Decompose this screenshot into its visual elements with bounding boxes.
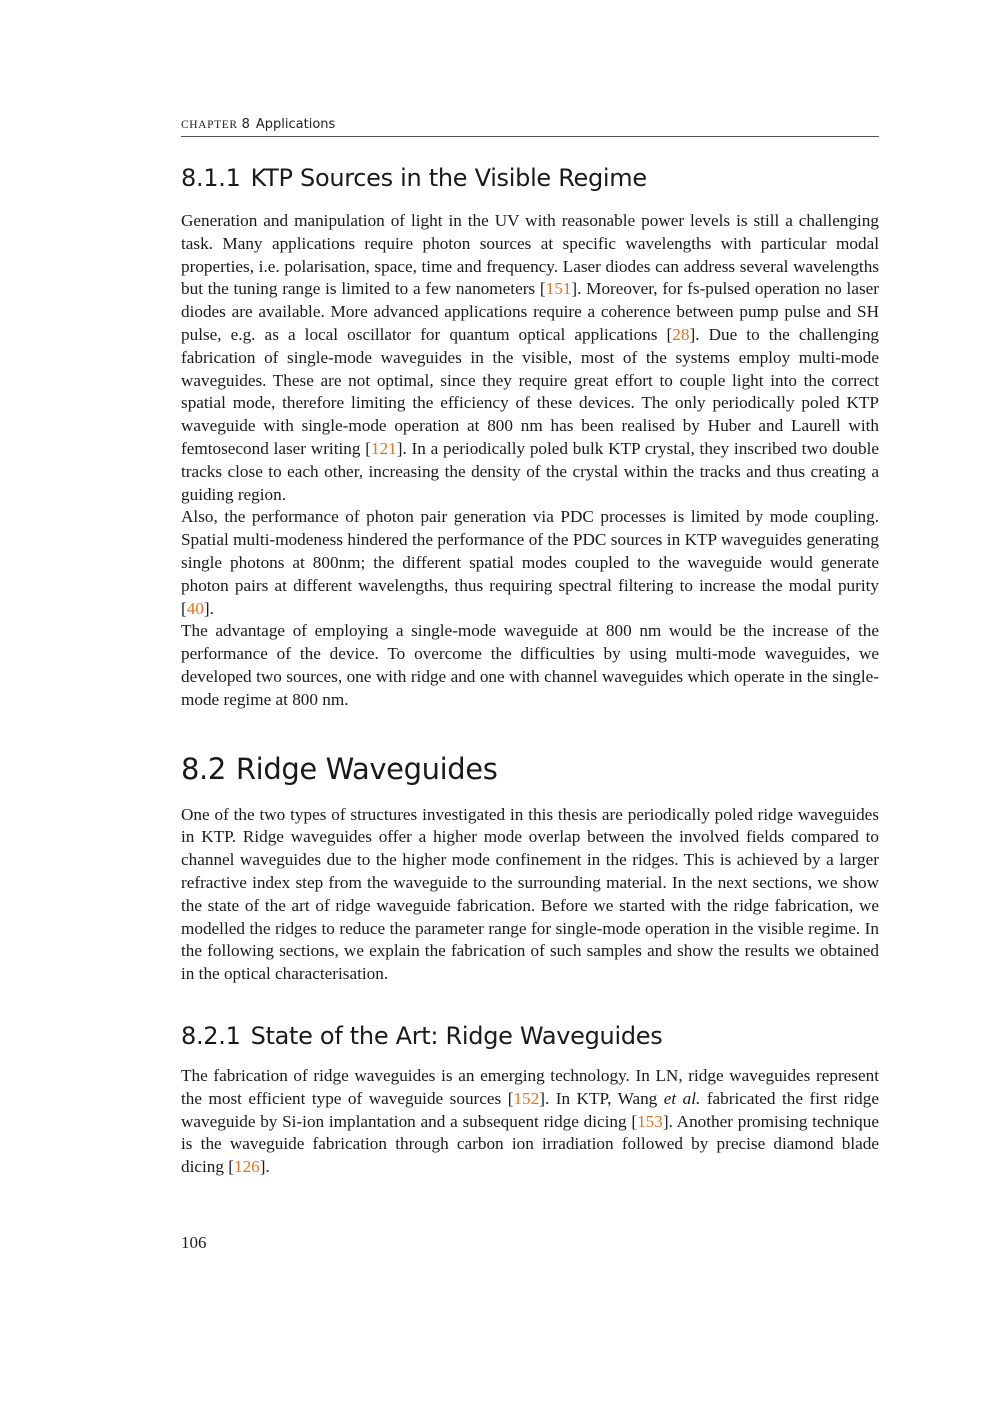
citation-link[interactable]: 151 bbox=[545, 279, 572, 299]
citation-link[interactable]: 28 bbox=[672, 324, 690, 344]
text-run: ]. Moreover, for fs-pulsed operation no laser diodes are available. More advanced applications require a coherence between pump pulse and SH pulse, e.g. as a local oscillator for quantum optical applications [ bbox=[181, 279, 879, 344]
chapter-number: 8 bbox=[241, 117, 250, 132]
section-title: Ridge Waveguides bbox=[235, 751, 498, 786]
citation-link[interactable]: 152 bbox=[513, 1088, 540, 1108]
paragraph: The advantage of employing a single-mode waveguide at 800 nm would be the increase of the performance of the device. To overcome the difficulties by using multi-mode waveguides, we developed two sources, one with ridge and one with channel waveguides which operate in the single-mode regime at 800 nm. bbox=[181, 621, 879, 709]
paragraph bbox=[181, 1065, 879, 1179]
paragraph: One of the two types of structures investigated in this thesis are periodically poled ridge waveguides in KTP. Ridge waveguides offer a higher mode overlap between the involved fields compared to channel waveguides due to the higher mode confinement in the ridges. This is achieved by a larger refractive index step from the waveguide to the surrounding material. In the next sections, we show the state of the art of ridge waveguide fabrication. Before we started with the ridge fabrication, we modelled the ridges to reduce the parameter range for single-mode operation in the visible regime. In the following sections, we explain the fabrication of such samples and show the results we obtained in the optical characterisation. bbox=[181, 804, 879, 984]
citation-link[interactable]: 40 bbox=[186, 598, 204, 618]
section-title: KTP Sources in the Visible Regime bbox=[250, 164, 647, 192]
running-head bbox=[181, 116, 879, 137]
page-number: 106 bbox=[181, 1233, 207, 1252]
section-number: 8.2 bbox=[181, 751, 226, 786]
section-heading-8-2 bbox=[181, 750, 879, 788]
text-run: ]. Due to the challenging fabrication of single-mode waveguides in the visible, most of the systems employ multi-mode waveguides. These are not optimal, since they require great effort to couple light into the correct spatial mode, therefore limiting the efficiency of these devices. The only periodically poled KTP waveguide with single-mode operation at 800 nm has been realised by Huber and Laurell with femtosecond laser writing [ bbox=[181, 324, 880, 458]
citation-link[interactable]: 121 bbox=[370, 438, 397, 458]
paragraph bbox=[181, 506, 879, 620]
text-run: ]. bbox=[259, 1157, 270, 1177]
text-run: ]. In a periodically poled bulk KTP crystal, they inscribed two double tracks close to each other, increasing the density of the crystal within the tracks and thus creating a guiding region. bbox=[181, 438, 880, 504]
text-run: Also, the performance of photon pair generation via PDC processes is limited by mode coupling. Spatial multi-modeness hindered the performance of the PDC sources in KTP waveguides generating single photons at 800nm; the different spatial modes coupled to the waveguide would generate photon pairs at different wavelengths, thus requiring spectral filtering to increase the modal purity [ bbox=[181, 507, 879, 618]
text-run: ]. bbox=[203, 598, 214, 618]
text-run: fabricated the first ridge waveguide by Si-ion implantation and a subsequent ridge dicing [ bbox=[181, 1088, 879, 1131]
section-heading-8-2-1 bbox=[181, 1020, 879, 1052]
citation-link[interactable]: 153 bbox=[637, 1111, 663, 1131]
text-run: ]. Another promising technique is the waveguide fabrication through carbon ion irradiation followed by precise diamond blade dicing [ bbox=[181, 1111, 879, 1177]
paragraph bbox=[181, 210, 879, 506]
chapter-title: Applications bbox=[255, 117, 336, 132]
section-title: State of the Art: Ridge Waveguides bbox=[250, 1021, 663, 1050]
text-run: ]. In KTP, Wang bbox=[539, 1088, 664, 1108]
text-run: The fabrication of ridge waveguides is an emerging technology. In LN, ridge waveguides represent the most efficient type of waveguide sources [ bbox=[181, 1065, 879, 1108]
chapter-word: CHAPTER bbox=[181, 119, 238, 131]
main-content bbox=[181, 162, 879, 1179]
emphasis: et al. bbox=[663, 1088, 701, 1108]
section-number: 8.1.1 bbox=[181, 164, 241, 192]
citation-link[interactable]: 126 bbox=[233, 1157, 260, 1177]
section-heading-8-1-1 bbox=[181, 162, 879, 194]
text-run: Generation and manipulation of light in the UV with reasonable power levels is still a challenging task. Many applications require photon sources at specific wavelengths with particular modal properties, i.e. polarisation, space, time and frequency. Laser diodes can address several wavelengths but the tuning range is limited to a few nanometers [ bbox=[181, 211, 879, 299]
section-number: 8.2.1 bbox=[181, 1021, 241, 1050]
